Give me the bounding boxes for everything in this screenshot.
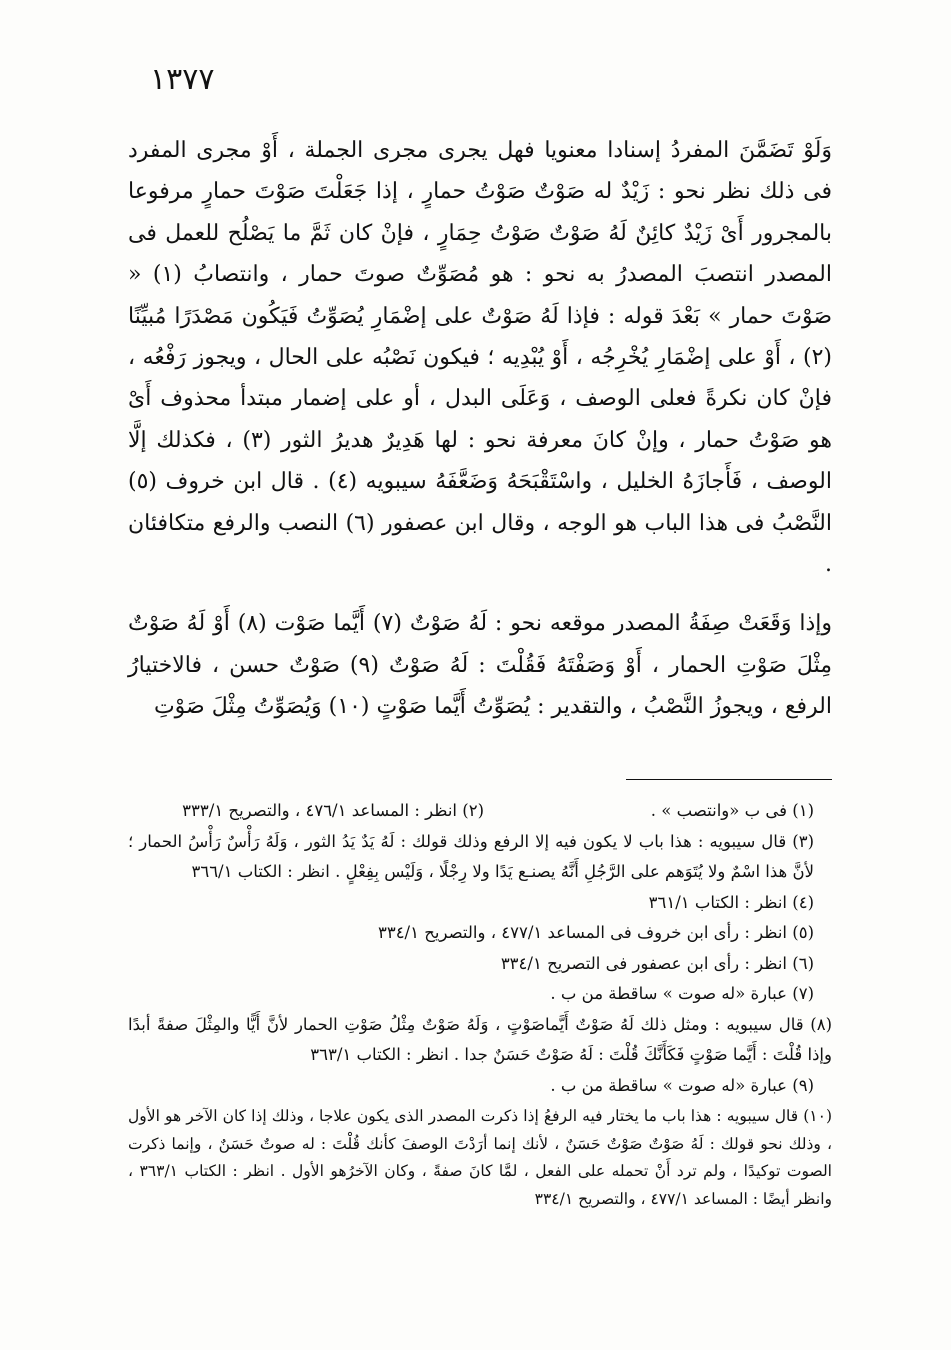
footnote-8: (٨) قال سيبويه : ومثل ذلك لَهُ صَوْتٌ أَيَّماصَوْتٍ ، وَلَهُ صَوْتٌ مِثْلُ صَوْتِ الحمار لأنَّ أَيًّا والمِثْلَ صفةً أبدًا وإذا قُلْتَ : أَيَّما صَوْتٍ فَكَأَنَّكَ قُلْتَ : لَهُ صَوْتٌ حَسَنٌ جدا . انظر : الكتاب ٣٦٣/١ [128,1014,832,1064]
main-text [128,130,832,728]
footnote-10: (١٠) قال سيبويه : هذا باب ما يختار فيه الرفعُ إذا ذكرت المصدر الذى يكون علاجا ، وذلك إذا كان الآخر هو الأول ، وذلك نحو قولك : لَهُ صَوْتٌ صَوْتٌ حَسَنٌ ، لأنك إنما أرَدْتَ الوصفَ كأنك قُلْتَ : له صوتٌ حَسَنٌ ، وإنما ذكرت الصوت توكيدًا ، ولم ترد أَنْ تحمله على الفعل ، لمَّا كانَ صفةً ، وكان الآخرُهو الأول . انظر : الكتاب ٣٦٣/١ ، وانظر أيضًا : المساعد ٤٧٧/١ ، والتصريح ٣٣٤/١ [128,1107,832,1208]
footnote-2: (٢) انظر : المساعد ٤٧٦/١ ، والتصريح ٣٣٣/١ [182,801,484,820]
footnote-6: (٦) انظر : رأى ابن عصفور فى التصريح ٣٣٤/١ [500,953,814,973]
footnote-5: (٥) انظر : رأى ابن خروف فى المساعد ٤٧٧/١ ، والتصريح ٣٣٤/١ [377,923,814,942]
footnote-3: (٣) قال سيبويه : هذا باب لا يكون فيه إلا الرفع وذلك قولك : لَهُ يَدٌ يَدُ الثور ، وَلَهُ رَأْسٌ رَأْسُ الحمار ؛ لأنَّ هذا اسْمٌ ولا يُتَوَهم على الرَّجُلِ أَنَّهُ يصنـع يَدًا ولا رِجْلًا ، وَلَيْس بِفِعْلٍ . انظر : الكتاب ٣٦٦/١ [128,831,814,881]
footnotes [128,796,832,1213]
footnote-7: (٧) عبارة «له صوت » ساقطة من ب . [550,984,814,1003]
footnote-separator [626,779,832,780]
footnote-row-1-2 [128,796,832,827]
footnote-4: (٤) انظر : الكتاب ٣٦١/١ [648,892,814,912]
footnote-9: (٩) عبارة «له صوت » ساقطة من ب . [550,1075,814,1095]
page-number: ١٣٧٧ [150,62,215,97]
main-paragraph-1: وَلَوْ تَضَمَّنَ المفردُ إسنادا معنويا فهل يجرى مجرى الجملة ، أَوْ مجرى المفرد فى ذلك نظر نحو : زَيْدٌ له صَوْتٌ صَوْتُ حمارٍ ، إذا جَعَلْتَ صَوْتَ حمارٍ مرفوعا بالمجرور أَىْ زَيْدٌ كائِنٌ لَهُ صَوْتٌ صَوْتُ حِمَارٍ ، فإنْ كان ثَمَّ ما يَصْلُح للعمل فى المصدر انتصبَ المصدرُ به نحو : هو مُصَوِّتٌ صوتَ حمار ، وانتصابُ (١) « صَوْتَ حمار » بَعْدَ قوله : فإذا لَهُ صَوْتٌ على إضْمَارِ يُصَوِّتُ فَيَكُون مَصْدَرًا مُبيِّنًا (٢) ، أَوْ على إضْمَارِ يُخْرِجُه ، أَوْ يُبْدِيه ؛ فيكون نَصْبُه على الحال ، ويجوز رَفْعُه ، فإنْ كان نكرةً فعلى الوصف ، وَعَلَى البدل ، أو على إضمار مبتدأ محذوف أَىْ هو صَوْتُ حمار ، وإنْ كانَ معرفة نحو : لها هَدِيرٌ هديرُ الثور (٣) ، فكذلك إلَّا الوصف ، فَأَجازَهُ الخليل ، واسْتَقْبَحَهُ وَضَعَّفَهُ سيبويه (٤) . قال ابن خروف (٥) النَّصْبُ فى هذا الباب هو الوجه ، وقال ابن عصفور (٦) النصب والرفع متكافئان . [128,138,833,578]
main-paragraph-2: وإذا وَقَعَتْ صِفَةُ المصدر موقعه نحو : لَهُ صَوْتٌ (٧) أَيَّما صَوْت (٨) أَوْ لَهُ صَوْتٌ مِثْلَ صَوْتِ الحمار ، أَوْ وَصَفْتَهُ فَقُلْتَ : لَهُ صَوْتٌ (٩) صَوْتٌ حسن ، فالاختيارُ الرفع ، ويجوزُ النَّصْبُ ، والتقدير : يُصَوِّتُ أَيَّما صَوْتٍ (١٠) وَيُصَوِّتُ مِثْلَ صَوْتِ [128,611,833,720]
footnote-1: (١) فى ب «وانتصب » . [650,801,814,820]
